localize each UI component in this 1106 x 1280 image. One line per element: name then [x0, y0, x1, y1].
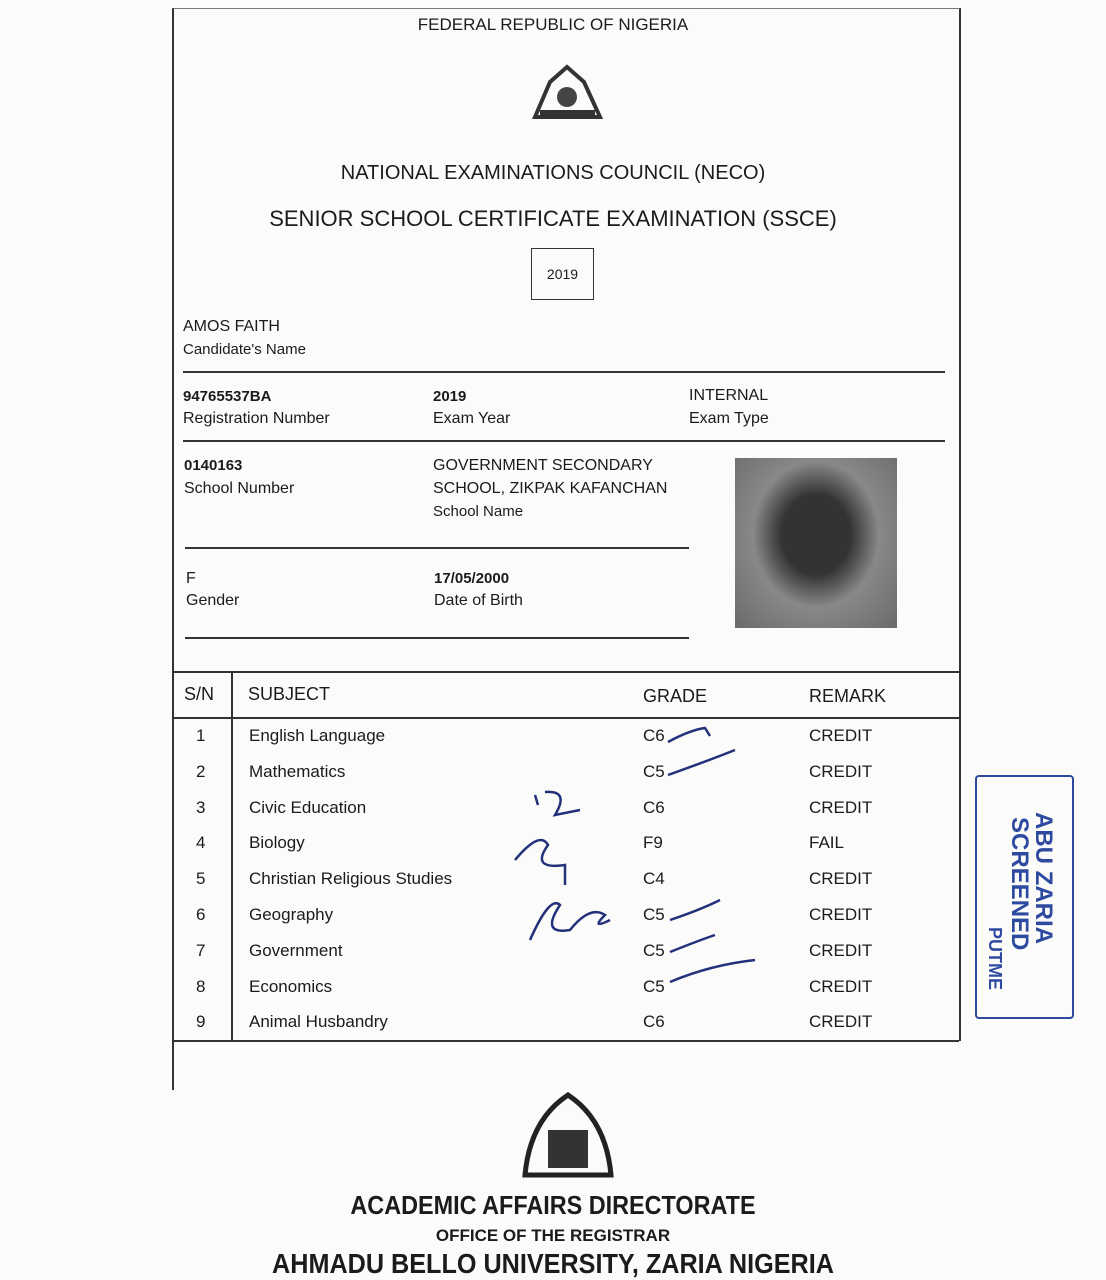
council-title: NATIONAL EXAMINATIONS COUNCIL (NECO)	[340, 162, 766, 184]
office-title: OFFICE OF THE REGISTRAR	[435, 1226, 671, 1245]
university-logo-icon	[520, 1090, 616, 1180]
row-grade: C5	[643, 976, 665, 996]
exam-type-label: Exam Type	[689, 410, 769, 427]
row-subject: Mathematics	[249, 761, 346, 781]
row-grade: C5	[643, 905, 665, 924]
row-grade: C5	[643, 761, 665, 781]
candidate-name: AMOS FAITH	[183, 318, 280, 335]
row-remark: FAIL	[809, 833, 844, 853]
registration-label: Registration Number	[183, 410, 330, 427]
school-name-label: School Name	[433, 503, 524, 520]
row-sn: 6	[196, 905, 206, 924]
exam-year: 2019	[433, 388, 467, 405]
registration-number: 94765537BA	[183, 388, 272, 405]
row-remark: CREDIT	[809, 905, 873, 924]
row-sn: 5	[196, 869, 206, 889]
row-subject: English Language	[249, 726, 386, 745]
row-subject: Government	[249, 940, 343, 960]
stamp-line2: SCREENED	[1006, 817, 1033, 951]
gender-label: Gender	[186, 592, 240, 609]
row-remark: CREDIT	[809, 726, 873, 745]
exam-year-label: Exam Year	[433, 410, 511, 427]
row-grade: C6	[643, 1012, 665, 1032]
row-subject: Geography	[249, 905, 334, 924]
row-sn: 7	[196, 940, 206, 960]
row-grade: C6	[643, 797, 665, 817]
date-of-birth: 17/05/2000	[434, 570, 510, 587]
dob-label: Date of Birth	[434, 592, 523, 609]
row-grade: F9	[643, 833, 663, 853]
row-remark: CREDIT	[809, 797, 873, 817]
row-grade: C4	[643, 869, 665, 889]
exam-title: SENIOR SCHOOL CERTIFICATE EXAMINATION (SSCE)	[269, 206, 837, 231]
row-sn: 2	[196, 761, 206, 781]
row-remark: CREDIT	[809, 940, 873, 960]
candidate-photo	[735, 458, 897, 628]
school-name-line1: GOVERNMENT SECONDARY	[433, 457, 653, 474]
row-sn: 9	[196, 1012, 206, 1032]
row-subject: Economics	[249, 976, 333, 996]
candidate-name-label: Candidate's Name	[183, 341, 306, 358]
gender: F	[186, 570, 196, 587]
row-subject: Animal Husbandry	[249, 1012, 388, 1032]
row-sn: 3	[196, 797, 206, 817]
table-header	[174, 674, 957, 716]
row-subject: Christian Religious Studies	[249, 869, 453, 889]
row-remark: CREDIT	[809, 761, 873, 781]
header-remark: REMARK	[809, 686, 887, 706]
row-remark: CREDIT	[809, 1012, 873, 1032]
handwritten-annotations	[510, 720, 770, 1000]
row-sn: 1	[196, 726, 206, 745]
row-remark: CREDIT	[809, 869, 873, 889]
school-number: 0140163	[184, 457, 243, 474]
coat-of-arms-icon	[530, 62, 605, 122]
row-remark: CREDIT	[809, 976, 873, 996]
row-sn: 4	[196, 833, 206, 853]
row-grade: C5	[643, 940, 665, 960]
row-subject: Biology	[249, 833, 305, 853]
header-subject: SUBJECT	[248, 684, 331, 704]
university-title: AHMADU BELLO UNIVERSITY, ZARIA NIGERIA	[272, 1248, 834, 1279]
row-grade: C6	[643, 726, 665, 745]
school-number-label: School Number	[184, 480, 295, 497]
exam-year-box: 2019	[531, 248, 594, 300]
header-grade: GRADE	[643, 686, 708, 706]
school-name-line2: SCHOOL, ZIKPAK KAFANCHAN	[433, 480, 668, 497]
table-row	[174, 1004, 957, 1040]
screened-stamp	[975, 775, 1074, 1019]
country-title: FEDERAL REPUBLIC OF NIGERIA	[417, 15, 689, 34]
header-sn: S/N	[184, 684, 215, 704]
stamp-line3: PUTME	[985, 927, 1005, 990]
directorate-title: ACADEMIC AFFAIRS DIRECTORATE	[350, 1190, 756, 1220]
stamp-line1: ABU ZARIA	[1030, 812, 1057, 944]
row-sn: 8	[196, 976, 206, 996]
exam-type: INTERNAL	[689, 387, 769, 404]
row-subject: Civic Education	[249, 797, 367, 817]
